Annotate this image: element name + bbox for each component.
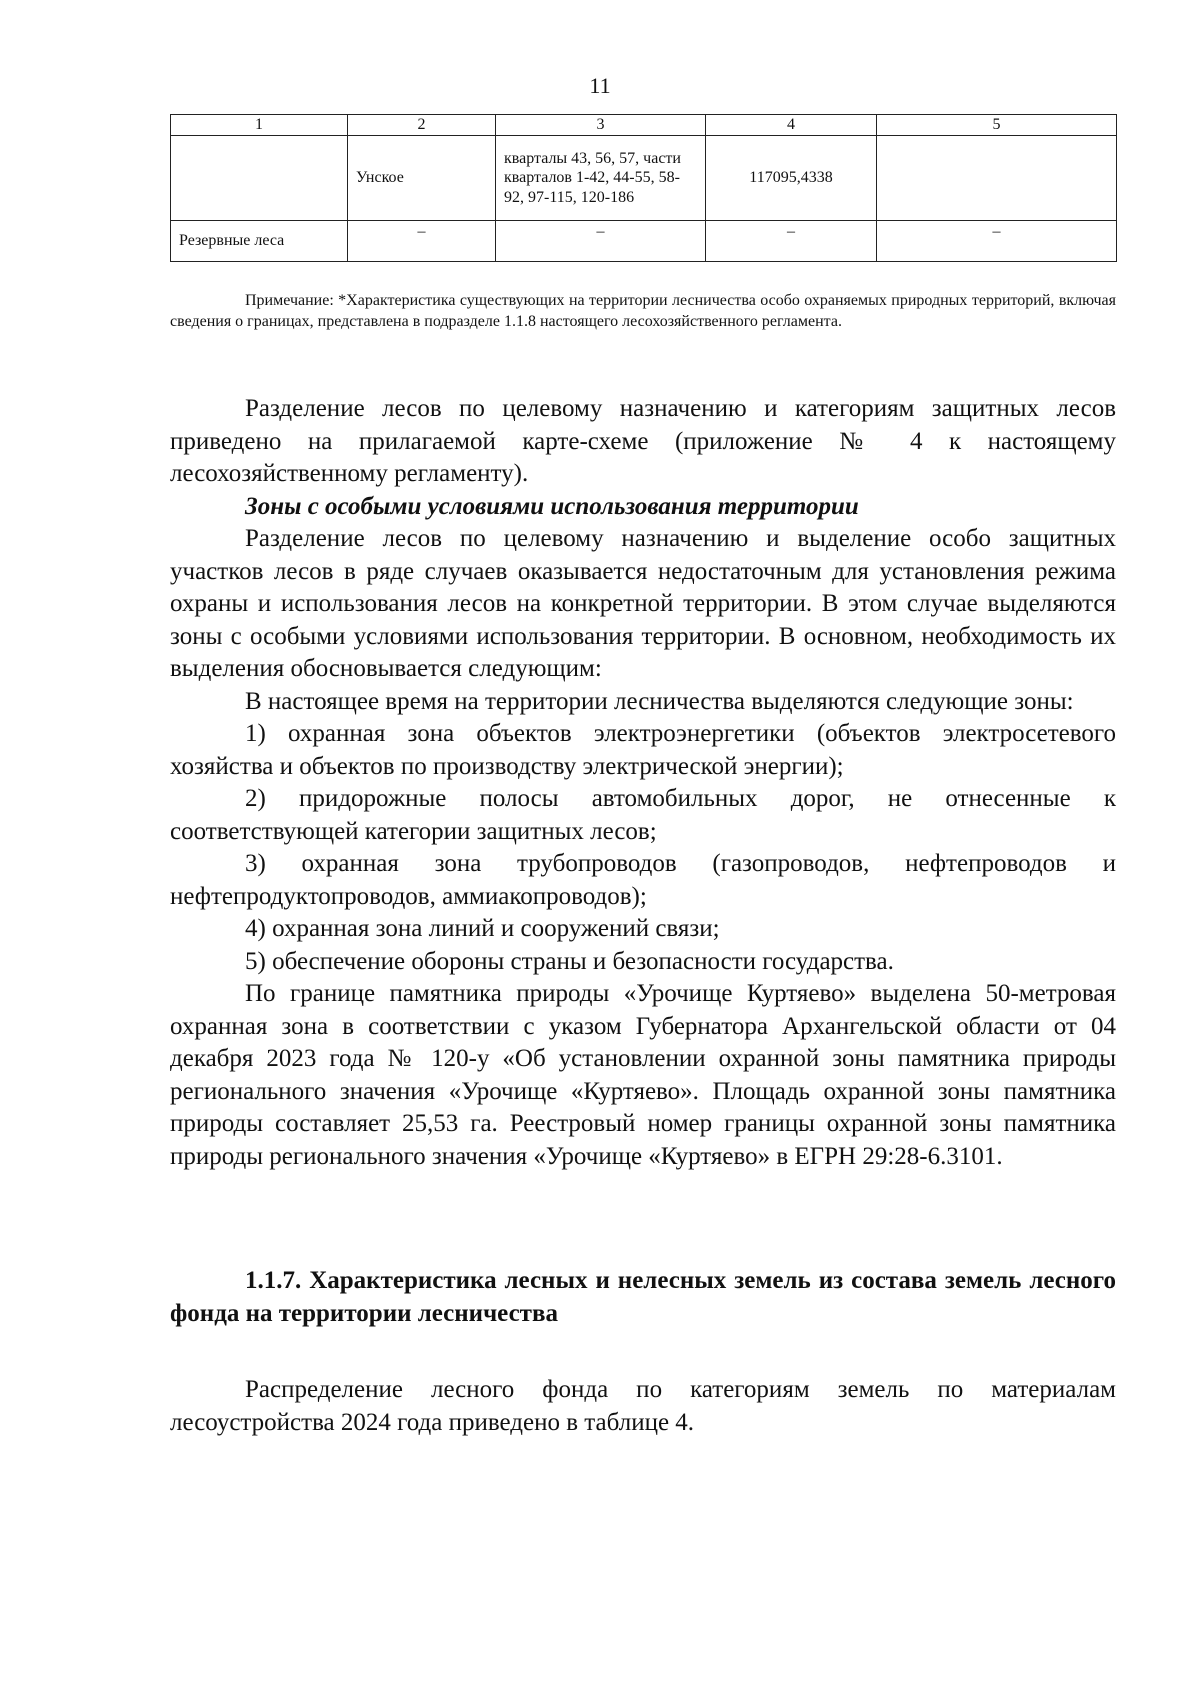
subsection-heading: Зоны с особыми условиями использования территории bbox=[245, 492, 859, 520]
paragraph: Распределение лесного фонда по категориям земель по материалам лесоустройства 2024 года приведено в таблице 4. bbox=[170, 1376, 1116, 1436]
paragraph: Разделение лесов по целевому назначению и категориям защитных лесов приведено на прилагаемой карте-схеме (приложение № 4 к настоящему лесохозяйственному регламенту). bbox=[170, 395, 1116, 487]
table-cell bbox=[877, 136, 1117, 221]
body-text bbox=[170, 393, 1116, 1173]
page-number: 11 bbox=[589, 73, 611, 98]
table-header-cell: 4 bbox=[706, 115, 877, 136]
table-header-cell: 1 bbox=[171, 115, 348, 136]
table-header-cell: 5 bbox=[877, 115, 1117, 136]
quarters-cell: кварталы 43, 56, 57, части кварталов 1-42, 44-55, 58-92, 97-115, 120-186 bbox=[496, 136, 706, 221]
forestry-name-cell: Унское bbox=[348, 136, 496, 221]
table-header-row bbox=[171, 115, 1117, 136]
table-row bbox=[171, 136, 1117, 221]
table-cell: – bbox=[348, 221, 496, 262]
table-cell: – bbox=[706, 221, 877, 262]
list-item: 2) придорожные полосы автомобильных дорог, не отнесенные к соответствующей категории защитных лесов; bbox=[170, 785, 1116, 845]
list-item: 4) охранная зона линий и сооружений связи; bbox=[245, 915, 720, 942]
table-note: Примечание: *Характеристика существующих на территории лесничества особо охраняемых природных территорий, включая сведения о границах, представлена в подразделе 1.1.8 настоящего лесохозяйственного регламента. bbox=[170, 292, 1116, 330]
table-cell: – bbox=[877, 221, 1117, 262]
list-item: 1) охранная зона объектов электроэнергетики (объектов электросетевого хозяйства и объектов по производству электрической энергии); bbox=[170, 720, 1116, 780]
body-text bbox=[170, 1374, 1116, 1439]
list-item: 3) охранная зона трубопроводов (газопроводов, нефтепроводов и нефтепродуктопроводов, аммиакопроводов); bbox=[170, 850, 1116, 910]
table-header-cell: 2 bbox=[348, 115, 496, 136]
paragraph: Разделение лесов по целевому назначению и выделение особо защитных участков лесов в ряде случаев оказывается недостаточным для установления режима охраны и использования лесов на конкретной территории. В этом случае выделяются зоны с особыми условиями использования территории. В основном, необходимость их выделения обосновывается следующим: bbox=[170, 525, 1116, 682]
table-row bbox=[171, 221, 1117, 262]
forest-table bbox=[170, 114, 1117, 262]
table-cell bbox=[171, 136, 348, 221]
paragraph: По границе памятника природы «Урочище Куртяево» выделена 50-метровая охранная зона в соответствии с указом Губернатора Архангельской области от 04 декабря 2023 года № 120-у «Об установлении охранной зоны памятника природы регионального значения «Урочище «Куртяево». Площадь охранной зоны памятника природы составляет 25,53 га. Реестровый номер границы охранной зоны памятника природы регионального значения «Урочище «Куртяево» в ЕГРН 29:28-6.3101. bbox=[170, 980, 1116, 1170]
table-cell: – bbox=[496, 221, 706, 262]
list-item: 5) обеспечение обороны страны и безопасности государства. bbox=[245, 947, 894, 975]
paragraph: В настоящее время на территории лесничества выделяются следующие зоны: bbox=[245, 687, 1074, 715]
category-cell: Резервные леса bbox=[171, 221, 348, 262]
area-cell: 117095,4338 bbox=[706, 136, 877, 221]
table-header-cell: 3 bbox=[496, 115, 706, 136]
section-heading: 1.1.7. Характеристика лесных и нелесных земель из состава земель лесного фонда на территории лесничества bbox=[170, 1267, 1116, 1327]
